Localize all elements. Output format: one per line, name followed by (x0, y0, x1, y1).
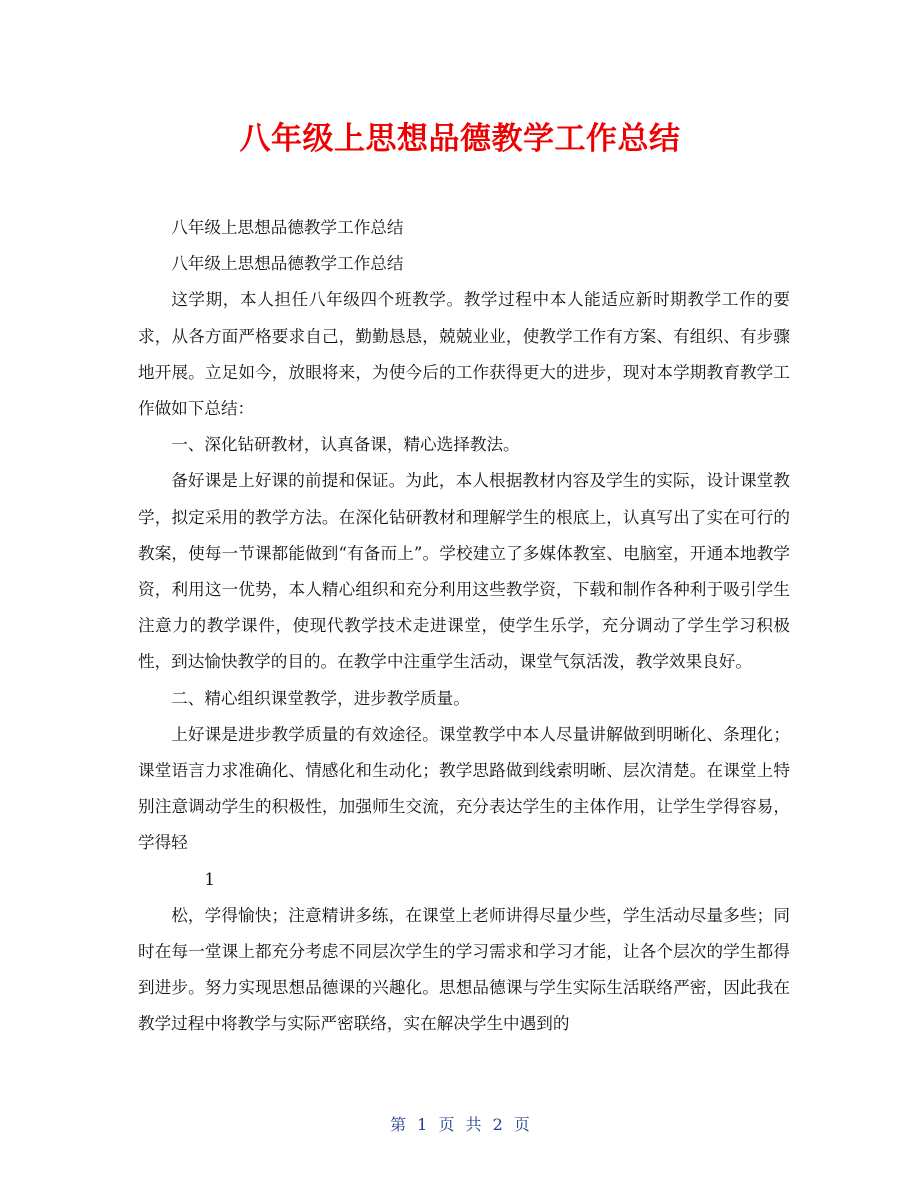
paragraph: 备好课是上好课的前提和保证。为此，本人根据教材内容及学生的实际，设计课堂教学，拟定采用的教学方法。在深化钻研教材和理解学生的根底上，认真写出了实在可行的教案，使每一节课都能做到“有备而上”。学校建立了多媒体教室、电脑室，开通本地教学资，利用这一优势，本人精心组织和充分利用这些教学资，下载和制作各种利于吸引学生注意力的教学课件，使现代教学技术走进课堂，使学生乐学，充分调动了学生学习积极性，到达愉快教学的目的。在教学中注重学生活动，课堂气氛活泼，教学效果良好。 (138, 471, 790, 672)
paragraph: 松，学得愉快；注意精讲多练，在课堂上老师讲得尽量少些，学生活动尽量多些；同时在每一堂课上都充分考虑不同层次学生的学习需求和学习才能，让各个层次的学生都得到进步。努力实现思想品德课的兴趣化。思想品德课与学生实际生活联络严密，因此我在教学过程中将教学与实际严密联络，实在解决学生中遇到的 (138, 905, 790, 1034)
section-heading: 二、精心组织课堂教学，进步教学质量。 (171, 688, 470, 708)
paragraph: 八年级上思想品德教学工作总结 (171, 254, 404, 274)
inline-page-number: 1 (204, 869, 215, 889)
document-body (138, 210, 790, 1043)
paragraph: 上好课是进步教学质量的有效途径。课堂教学中本人尽量讲解做到明晰化、条理化；课堂语言力求准确化、情感化和生动化；教学思路做到线索明晰、层次清楚。在课堂上特别注意调动学生的积极性，加强师生交流，充分表达学生的主体作用，让学生学得容易，学得轻 (138, 724, 790, 853)
document-title: 八年级上思想品德教学工作总结 (239, 121, 681, 157)
paragraph: 这学期，本人担任八年级四个班教学。教学过程中本人能适应新时期教学工作的要求，从各方面严格要求自己，勤勤恳恳，兢兢业业，使教学工作有方案、有组织、有步骤地开展。立足如今，放眼将来，为使今后的工作获得更大的进步，现对本学期教育教学工作做如下总结： (138, 290, 790, 419)
paragraph: 八年级上思想品德教学工作总结 (171, 218, 404, 237)
section-heading: 一、深化钻研教材，认真备课，精心选择教法。 (171, 435, 520, 455)
page-footer: 第 1 页 共 2 页 (390, 1115, 530, 1134)
